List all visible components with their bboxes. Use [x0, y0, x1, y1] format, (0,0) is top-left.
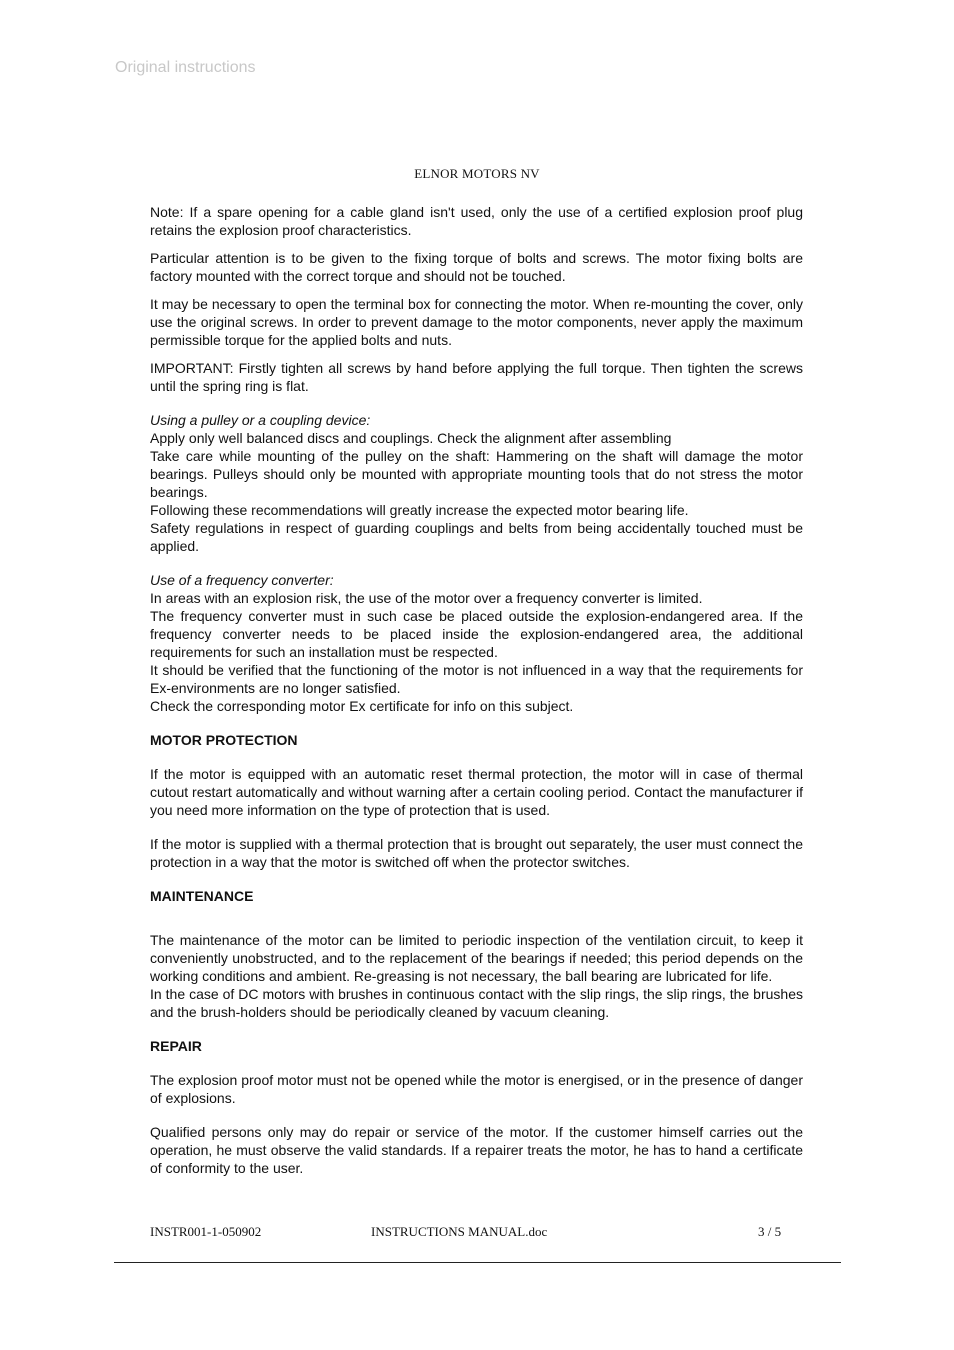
- converter-line: The frequency converter must in such case be placed outside the explosion-endangered area. If the frequency converter needs to be placed inside the explosion-endangered area, the additional requirements for such an installation must be respected.: [150, 608, 803, 660]
- converter-line: In areas with an explosion risk, the use of the motor over a frequency converter is limited.: [150, 590, 703, 606]
- footer-document-code: INSTR001-1-050902: [150, 1224, 262, 1239]
- footer-page-number: 3 / 5: [758, 1224, 782, 1239]
- document-body: [150, 203, 803, 1177]
- converter-line: It should be verified that the functioning of the motor is not influenced in a way that the requirements for Ex-environments are no longer satisfied.: [150, 662, 803, 696]
- repair-paragraph: Qualified persons only may do repair or service of the motor. If the customer himself carries out the operation, he must observe the valid standards. If a repairer treats the motor, he has to hand a certificate of conformity to the user.: [150, 1124, 803, 1176]
- converter-subheading: Use of a frequency converter:: [150, 572, 334, 588]
- maintenance-heading: MAINTENANCE: [150, 888, 254, 904]
- pulley-line: Following these recommendations will greatly increase the expected motor bearing life.: [150, 502, 689, 518]
- maintenance-paragraph: In the case of DC motors with brushes in continuous contact with the slip rings, the slip rings, the brushes and the brush-holders should be periodically cleaned by vacuum cleaning.: [150, 986, 803, 1020]
- repair-paragraph: The explosion proof motor must not be opened while the motor is energised, or in the presence of danger of explosions.: [150, 1072, 803, 1106]
- paragraph-important: IMPORTANT: Firstly tighten all screws by hand before applying the full torque. Then tighten the screws until the spring ring is flat.: [150, 360, 803, 394]
- pulley-subheading: Using a pulley or a coupling device:: [150, 412, 371, 428]
- maintenance-paragraph: The maintenance of the motor can be limited to periodic inspection of the ventilation circuit, to keep it conveniently unobstructed, and to the replacement of the bearings if needed; this period depends on the working conditions and ambient. Re-greasing is not necessary, the ball bearing are lubricated for life.: [150, 932, 803, 984]
- paragraph-terminal-box: It may be necessary to open the terminal box for connecting the motor. When re-mounting the cover, only use the original screws. In order to prevent damage to the motor components, never apply the maximum permissible torque for the applied bolts and nuts.: [150, 296, 803, 348]
- pulley-line: Safety regulations in respect of guarding couplings and belts from being accidentally touched must be applied.: [150, 520, 803, 554]
- pulley-line: Take care while mounting of the pulley on the shaft: Hammering on the shaft will damage the motor bearings. Pulleys should only be mounted with appropriate mounting tools that do not stress the motor bearings.: [150, 448, 803, 500]
- repair-heading: REPAIR: [150, 1038, 202, 1054]
- motor-protection-paragraph: If the motor is supplied with a thermal protection that is brought out separately, the user must connect the protection in a way that the motor is switched off when the protector switches.: [150, 836, 803, 870]
- footer-file-name: INSTRUCTIONS MANUAL.doc: [371, 1224, 548, 1239]
- footer-divider: [114, 1262, 841, 1263]
- page-header: ELNOR MOTORS NV: [414, 166, 540, 181]
- motor-protection-paragraph: If the motor is equipped with an automatic reset thermal protection, the motor will in case of thermal cutout restart automatically and without warning after a certain cooling period. Contact the manufacturer if you need more information on the type of protection that is used.: [150, 766, 803, 818]
- paragraph-torque: Particular attention is to be given to the fixing torque of bolts and screws. The motor fixing bolts are factory mounted with the correct torque and should not be touched.: [150, 250, 803, 284]
- page-footer: [0, 1224, 954, 1242]
- motor-protection-heading: MOTOR PROTECTION: [150, 732, 298, 748]
- pulley-line: Apply only well balanced discs and couplings. Check the alignment after assembling: [150, 430, 672, 446]
- paragraph-note: Note: If a spare opening for a cable gland isn't used, only the use of a certified explosion proof plug retains the explosion proof characteristics.: [150, 204, 803, 238]
- watermark-text: Original instructions: [115, 59, 256, 76]
- converter-line: Check the corresponding motor Ex certificate for info on this subject.: [150, 698, 574, 714]
